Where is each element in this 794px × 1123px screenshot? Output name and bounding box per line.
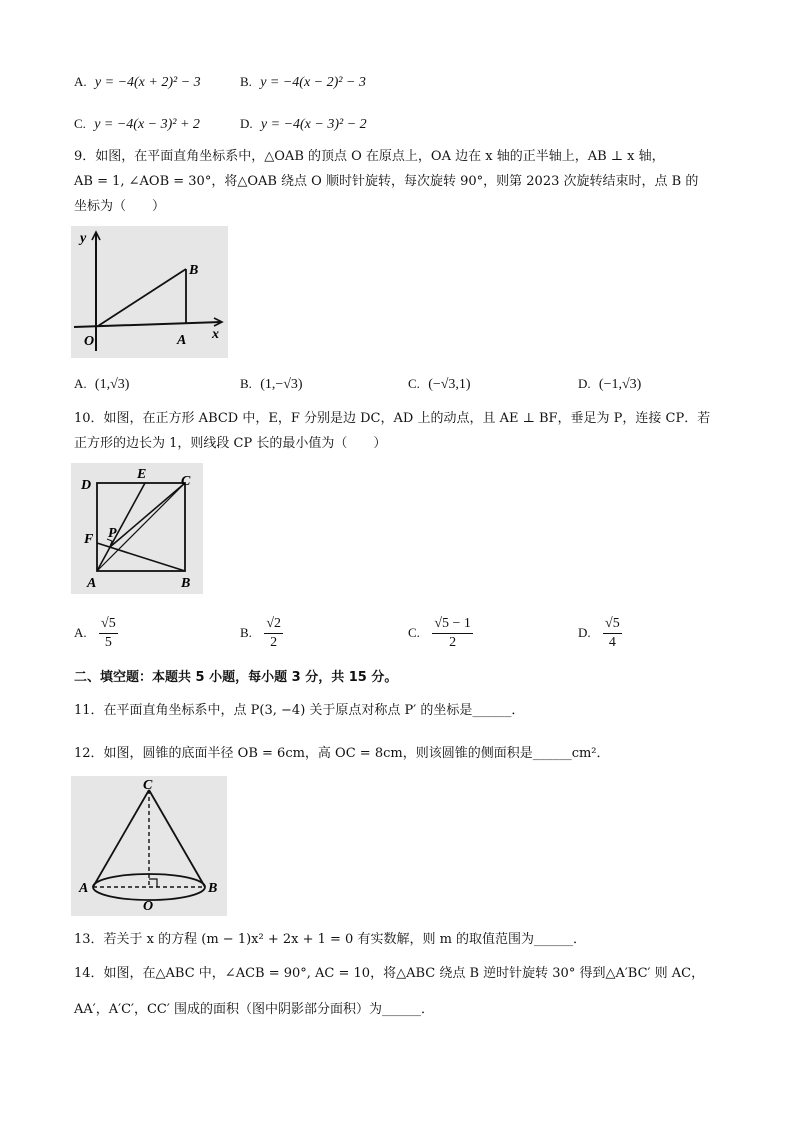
label-b: B [189,263,199,278]
segment-ae [97,483,145,571]
q10-option-a: A. $\frac{√5}{5}$ [74,615,116,650]
q8-option-d: D. y = −4(x − 3)² − 2 [240,116,367,132]
label-c: C [143,778,153,793]
q12-text: 12．如图，圆锥的底面半径 OB = 6cm，高 OC = 8cm，则该圆锥的侧面积是______cm²． [74,746,610,761]
q10-figure [71,463,203,594]
q9-figure [71,226,228,358]
q14-text-line2: AA′，A′C′，CC′ 围成的面积（图中阴影部分面积）为______． [74,1002,434,1017]
label-o: O [84,334,95,349]
segment-ob [98,269,186,326]
label-a: A [177,333,187,348]
label-o: O [143,899,154,914]
q9-option-d: D. (−1,√3) [578,376,642,392]
q9-option-a: A. (1,√3) [74,376,130,392]
label-x: x [212,327,219,342]
q9-text-line3: 坐标为（ ） [74,199,166,214]
q11-text: 11．在平面直角坐标系中，点 P(3, −4) 关于原点对称点 P′ 的坐标是______． [74,703,525,718]
label-a: A [79,881,89,896]
q9-text-line1: 9．如图，在平面直角坐标系中，△OAB 的顶点 O 在原点上，OA 边在 x 轴的正半轴上，AB ⊥ x 轴， [74,149,665,164]
q13-text: 13．若关于 x 的方程 (m − 1)x² + 2x + 1 = 0 有实数解，则 m 的取值范围为______． [74,932,587,947]
label-f: F [84,532,94,547]
label-a: A [87,576,97,591]
section-2-title: 二、填空题：本题共 5 小题，每小题 3 分，共 15 分。 [74,670,398,685]
q9-option-c: C. (−√3,1) [408,376,471,392]
slant-ac [93,790,149,887]
segment-cp [110,483,185,547]
label-y: y [80,231,87,246]
label-b: B [208,881,218,896]
q9-text-line2: AB = 1, ∠AOB = 30°，将△OAB 绕点 O 顺时针旋转，每次旋转 90°，则第 2023 次旋转结束时，点 B 的 [74,174,699,189]
label-c: C [181,474,191,489]
q8-option-b: B. y = −4(x − 2)² − 3 [240,74,366,90]
label-d: D [81,478,92,493]
right-angle-mark [149,879,157,887]
q10-text-line2: 正方形的边长为 1，则线段 CP 长的最小值为（ ） [74,436,387,451]
q10-option-d: D. $\frac{√5}{4}$ [578,615,620,650]
q8-option-a: A. y = −4(x + 2)² − 3 [74,74,201,90]
slant-bc [149,790,205,887]
q10-text-line1: 10．如图，在正方形 ABCD 中，E，F 分别是边 DC，AD 上的动点，且 AE ⊥ BF，垂足为 P，连接 CP．若 [74,411,711,426]
q12-figure [71,776,227,916]
q10-option-c: C. $\frac{√5 - 1}{2}$ [408,615,471,650]
q9-option-b: B. (1,−√3) [240,376,303,392]
q10-option-b: B. $\frac{√2}{2}$ [240,615,282,650]
label-p: P [108,526,117,541]
label-b: B [181,576,191,591]
label-e: E [137,467,147,482]
q8-option-c: C. y = −4(x − 3)² + 2 [74,116,200,132]
q14-text-line1: 14．如图，在△ABC 中，∠ACB = 90°, AC = 10，将△ABC 绕点 B 逆时针旋转 30° 得到△A′BC′ 则 AC， [74,966,705,981]
